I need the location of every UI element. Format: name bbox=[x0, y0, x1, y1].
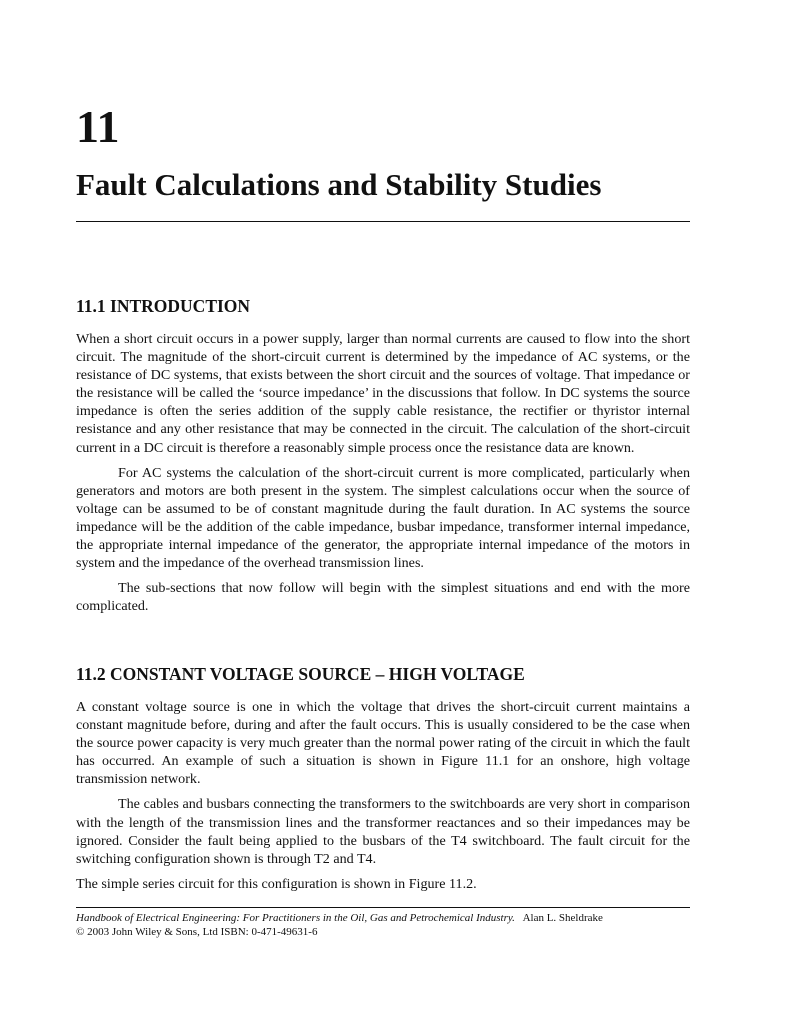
title-divider bbox=[76, 221, 690, 222]
footnote bbox=[76, 911, 690, 939]
section-constant-voltage-source bbox=[76, 664, 690, 900]
paragraph: For AC systems the calculation of the short-circuit current is more complicated, particularly when generators and motors are both present in the system. The simplest calculations occur when the source of voltage can be assumed to be of constant magnitude during the fault duration. In AC systems the source impedance will be the addition of the cable impedance, busbar impedance, transformer internal impedance, the appropriate internal impedance of the generator, the appropriate internal impedance of the motors in system and the impedance of the overhead transmission lines. bbox=[76, 464, 690, 572]
footnote-copyright: © 2003 John Wiley & Sons, Ltd ISBN: 0-471-49631-6 bbox=[76, 926, 318, 938]
paragraph: The cables and busbars connecting the transformers to the switchboards are very short in comparison with the length of the transmission lines and the transformer reactances and so their impedances may be ignored. Consider the fault being applied to the busbars of the T4 switchboard. The fault circuit for the switching configuration shown is through T2 and T4. bbox=[76, 796, 690, 867]
section-introduction bbox=[76, 296, 690, 622]
footnote-author: Alan L. Sheldrake bbox=[522, 912, 603, 924]
section-heading: 11.2 CONSTANT VOLTAGE SOURCE – HIGH VOLTAGE bbox=[76, 664, 525, 684]
chapter-number: 11 bbox=[76, 101, 120, 152]
chapter-title: Fault Calculations and Stability Studies bbox=[76, 167, 602, 202]
section-heading: 11.1 INTRODUCTION bbox=[76, 296, 251, 316]
footnote-citation bbox=[76, 911, 690, 925]
paragraph: When a short circuit occurs in a power supply, larger than normal currents are caused to flow into the short circuit. The magnitude of the short-circuit current is determined by the impedance of AC systems, or the resistance of DC systems, that exists between the short circuit and the sources of voltage. That impedance or the resistance will be called the ‘source impedance’ in the discussions that follow. In DC systems the source impedance is often the series addition of the supply cable resistance, the rectifier or thyristor internal resistance and any other resistance that may be connected in the circuit. The calculation of the short-circuit current in a DC circuit is therefore a reasonably simple process once the resistance data are known. bbox=[76, 331, 690, 456]
footnote-book-title: Handbook of Electrical Engineering: For Practitioners in the Oil, Gas and Petrochemical Industry. bbox=[76, 912, 515, 924]
paragraph: The sub-sections that now follow will begin with the simplest situations and end with the more complicated. bbox=[76, 580, 690, 615]
paragraph: A constant voltage source is one in which the voltage that drives the short-circuit current maintains a constant magnitude before, during and after the fault occurs. This is usually considered to be the case when the source power capacity is very much greater than the normal power rating of the circuit in which the fault has occurred. An example of such a situation is shown in Figure 11.1 for an onshore, high voltage transmission network. bbox=[76, 699, 690, 788]
paragraph: The simple series circuit for this configuration is shown in Figure 11.2. bbox=[76, 875, 477, 892]
footnote-divider bbox=[76, 907, 690, 908]
